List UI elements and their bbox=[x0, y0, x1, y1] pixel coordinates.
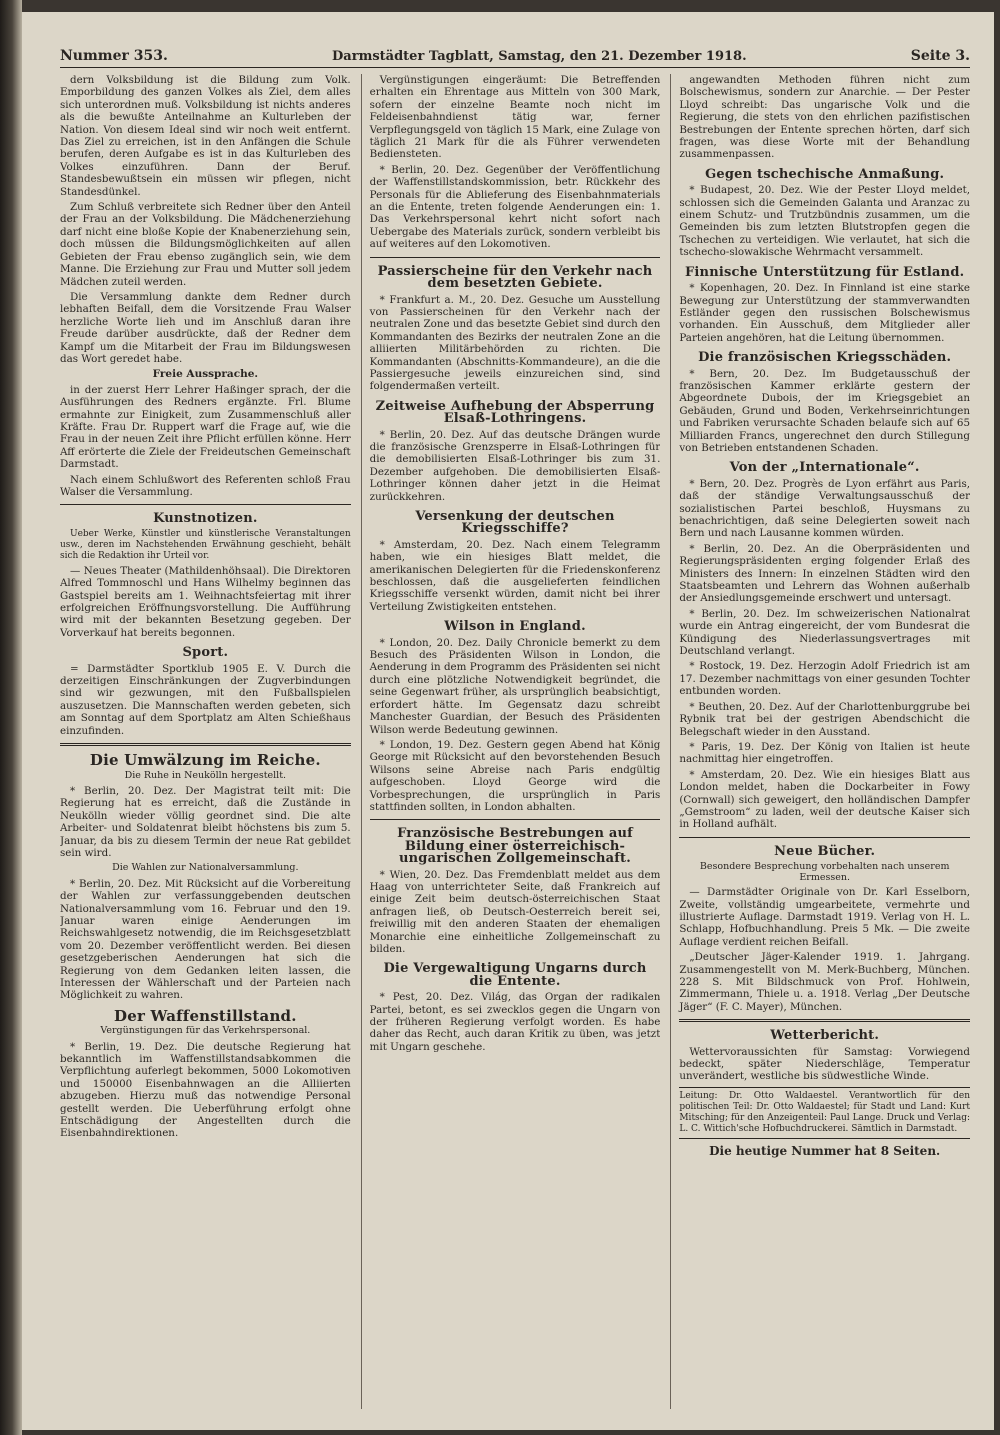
article-text: * Amsterdam, 20. Dez. Nach einem Telegramm haben, wie ein hiesiges Blatt meldet, die amerikanischen Delegierten für die Friedenskonferenz beschlossen, daß die ausgelieferten feindlichen Kriegsschiffe versenkt würden, damit nicht bei ihrer Verteilung Zwistigkeiten entstehen. bbox=[369, 538, 661, 613]
article-text: * Beuthen, 20. Dez. Auf der Charlottenburggrube bei Rybnik trat bei der gestrigen Abendschicht die Belegschaft wieder in den Ausstand. bbox=[679, 700, 971, 738]
divider bbox=[370, 819, 661, 820]
article-note: Ueber Werke, Künstler und künstlerische Veranstaltungen usw., deren im Nachstehenden Erwähnung geschieht, behält sich die Redaktion ihr Urteil vor. bbox=[60, 528, 351, 561]
paper-date: Darmstädter Tagblatt, Samstag, den 21. Dezember 1918. bbox=[332, 49, 747, 64]
article-text: = Darmstädter Sportklub 1905 E. V. Durch die derzeitigen Einschränkungen der Zugverbindungen sind wir gezwungen, mit den Fußballspielen auszusetzen. Die Mannschaften werden gebeten, sich am Sonntag auf dem Sportplatz am Alten Schießhaus einzufinden. bbox=[60, 662, 351, 737]
issue-number: Nummer 353. bbox=[60, 48, 168, 64]
section-heading: Passierscheine für den Verkehr nach dem besetzten Gebiete. bbox=[377, 263, 653, 292]
section-heading: Kunstnotizen. bbox=[153, 511, 258, 527]
imprint: Leitung: Dr. Otto Waldaestel. Verantwortlich für den politischen Teil: Dr. Otto Waldaestel; für Stadt und Land: Kurt Mitsching; für den Anzeigenteil: Paul Lange. Druck und Verlag: L. C. Wittich'sche Hofbuchdruckerei. Sämtlich in Darmstadt. bbox=[679, 1087, 970, 1139]
article-text: * Berlin, 20. Dez. Auf das deutsche Drängen wurde die französische Grenzsperre in Elsaß-Lothringen für die demobilisierten Elsaß-Lothringer bis zum 31. Dezember aufgehoben. Die demobilisierten Elsaß-Lothringer können daher jetzt in die Heimat zurückkehren. bbox=[369, 428, 661, 503]
article-text: * Wien, 20. Dez. Das Fremdenblatt meldet aus dem Haag von unterrichteter Seite, daß Frankreich auf einige Zeit beim deutsch-österreichischen Staat anfragen ließ, ob Deutsch-Oesterreich bereit sei, freiwillig mit den anderen Staaten der ehemaligen Monarchie eine einheitliche Zollgemeinschaft zu bilden. bbox=[369, 868, 661, 955]
article-text: * Berlin, 19. Dez. Die deutsche Regierung hat bekanntlich im Waffenstillstandsabkommen die Verpflichtung auferlegt bekommen, 5000 Lokomotiven und 150000 Eisenbahnwagen an die Alliierten abzugeben. Hierzu muß das notwendige Personal gestellt werden. Die Ueberführung erfolgt ohne Entschädigung der Angestellten durch die Eisenbahndirektionen. bbox=[60, 1040, 351, 1140]
weather-text: Wettervoraussichten für Samstag: Vorwiegend bedeckt, später Niederschläge, Temperatur unverändert, westliche bis südwestliche Winde. bbox=[679, 1045, 971, 1083]
article-text: * Frankfurt a. M., 20. Dez. Gesuche um Ausstellung von Passierscheinen für den Verkehr nach der neutralen Zone und das besetzte Gebiet sind durch den Kommandanten des Bezirks der neutralen Zone an die alliierten Militärbehörden zu richten. Die Kommandanten (Abschnitts-Kommandeure), an die die Passiergesuche jeweils einzureichen sind, sind folgendermaßen verteilt. bbox=[369, 293, 661, 393]
article-text: * Berlin, 20. Dez. Im schweizerischen Nationalrat wurde ein Antrag eingereicht, der vom Bundesrat die Kündigung des Niederlassungsvertrages mit Deutschland verlangt. bbox=[679, 607, 971, 658]
article-text: * Budapest, 20. Dez. Wie der Pester Lloyd meldet, schlossen sich die Gemeinden Galanta und Aranzac zu einem Schutz- und Trutzbündnis zusammen, um die Gemeinden bis zum letzten Blutstropfen gegen die Tschechen zu verteidigen. Wie verlautet, hat sich die tschecho-slowakische Wehrmacht versammelt. bbox=[679, 184, 971, 259]
section-heading: Die Umwälzung im Reiche. bbox=[89, 751, 321, 770]
newspaper-page bbox=[22, 12, 994, 1430]
columns bbox=[60, 74, 970, 1409]
article-text: * Amsterdam, 20. Dez. Wie ein hiesiges Blatt aus London meldet, haben die Dockarbeiter in Fowy (Cornwall) sich geweigert, den holländischen Dampfer „Gemstroom“ zu laden, weil der deutsche Kaiser sich in Holland aufhält. bbox=[679, 768, 971, 831]
article-text: — Neues Theater (Mathildenhöhsaal). Die Direktoren Alfred Tommnoschl und Hans Wilhelmy beginnen das Gastspiel bereits am 1. Weihnachtsfeiertag mit ihrer erfolgreichen Eröffnungsvorstellung. Die Aufführung wird mit der bekannten Besetzung gegeben. Der Vorverkauf hat bereits begonnen. bbox=[60, 564, 351, 639]
section-heading: Sport. bbox=[182, 645, 229, 661]
article-text: * Berlin, 20. Dez. Der Magistrat teilt mit: Die Regierung hat es erreicht, daß die Zustände in Neukölln wieder völlig geordnet sind. Die alte Arbeiter- und Soldatenrat bleibt höchstens bis zum 5. Januar, da bis zu diesem Termin der neue Rat gebildet sein wird. bbox=[60, 784, 351, 859]
section-heading: Versenkung der deutschen Kriegsschiffe? bbox=[415, 509, 615, 537]
section-heading: Zeitweise Aufhebung der Absperrung Elsaß-Lothringens. bbox=[375, 398, 655, 427]
article-text: Vergünstigungen eingeräumt: Die Betreffenden erhalten ein Ehrentage aus Mitteln von 300 Mark, sofern der einzelne Beamte noch nicht im Feldeisenbahndienst tätig war, ferner Verpflegungsgeld von täglich 15 Mark, eine Zulage von täglich 21 Mark für die als Führer verwendeten Bediensteten. bbox=[369, 74, 661, 161]
column-3 bbox=[670, 74, 970, 1409]
divider bbox=[679, 837, 970, 838]
section-heading: Der Waffenstillstand. bbox=[114, 1006, 297, 1025]
article-text: dern Volksbildung ist die Bildung zum Volk. Emporbildung des ganzen Volkes als Ziel, dem alles sich unterordnen muß. Volksbildung ist nichts anderes als die bewußte Anteilnahme an Kulturleben der Nation. Von diesem Ideal sind wir noch weit entfernt. Das Ziel zu erreichen, ist in den Anfängen die Schule berufen, deren Aufgabe es ist in das Kulturleben des Volkes einzuführen. Dann der Beruf. Standesbewußtsein ein müssen wir pflegen, nicht Standesdünkel. bbox=[60, 74, 351, 198]
divider bbox=[60, 504, 351, 505]
column-1 bbox=[60, 74, 351, 1409]
page-number: Seite 3. bbox=[910, 48, 970, 64]
article-text: * Berlin, 20. Dez. Mit Rücksicht auf die Vorbereitung der Wahlen zur verfassunggebenden deutschen Nationalversammlung vom 16. Februar und den 19. Januar waren einige Aenderungen im Reichswahlgesetz notwendig, die im Reichsgesetzblatt vom 20. Dezember veröffentlicht werden. Bei diesen gesetzgeberischen Aenderungen hat sich die Regierung von dem Gedanken leiten lassen, die Interessen der Wählerschaft und der Parteien nach Möglichkeit zu wahren. bbox=[60, 877, 351, 1002]
article-text: * Berlin, 20. Dez. Gegenüber der Veröffentlichung der Waffenstillstandskommission, betr. Rückkehr des Personals für die Ablieferung des Eisenbahnmaterials an die Entente, treten folgende Aenderungen ein: 1. Das Verkehrspersonal kehrt nicht sofort nach Uebergabe des Materials zurück, sondern verbleibt bis auf weiteres auf den Lokomotiven. bbox=[369, 163, 661, 251]
article-text: Nach einem Schlußwort des Referenten schloß Frau Walser die Versammlung. bbox=[60, 473, 351, 498]
subheading: Besondere Besprechung vorbehalten nach unserem Ermessen. bbox=[699, 861, 950, 884]
subheading: Vergünstigungen für das Verkehrspersonal. bbox=[100, 1025, 311, 1037]
article-text: Zum Schluß verbreitete sich Redner über den Anteil der Frau an der Volksbildung. Die Mädchenerziehung darf nicht eine bloße Kopie der Knabenerziehung sein, doch müssen die Bildungsmöglichkeiten auf allen Gebieten der Frau ebenso zugänglich sein, wie dem Manne. Die Erziehung zur Frau und Mutter soll jedem Mädchen zuteil werden. bbox=[60, 201, 351, 288]
article-text: * London, 19. Dez. Gestern gegen Abend hat König George mit Rücksicht auf den bevorstehenden Besuch Wilsons seine Abreise nach Paris endgültig aufgeschoben. Lloyd George wird die Vorbesprechungen, die ursprünglich in Paris stattfinden sollten, in London abhalten. bbox=[369, 738, 661, 813]
article-text: * Bern, 20. Dez. Im Budgetausschuß der französischen Kammer erklärte gestern der Abgeordnete Dubois, der im Kriegsgebiet an Gebäuden, Grund und Boden, Verkehrseinrichtungen und Fabriken verursachte Schaden belaufe sich auf 65 Milliarden Francs, ungerechnet den durch Stillegung von Betrieben entstandenen Schaden. bbox=[679, 367, 971, 454]
section-heading: Wilson in England. bbox=[444, 619, 586, 635]
section-heading: Von der „Internationale“. bbox=[729, 460, 920, 476]
article-text: * Bern, 20. Dez. Progrès de Lyon erfährt aus Paris, daß der ständige Verwaltungsausschuß der sozialistischen Partei beschloß, Huysmans zu benachrichtigen, daß seine Delegierten soweit nach Bern und nach Lausanne kommen würden. bbox=[679, 477, 971, 540]
article-text: Die Versammlung dankte dem Redner durch lebhaften Beifall, dem die Vorsitzende Frau Walser herzliche Worte lieh und im Anschluß daran ihre Freude darüber ausdrückte, daß der Redner dem Kampf um die Mitarbeit der Frau im Bildungswesen das Wort geredet habe. bbox=[60, 290, 351, 365]
article-text: * Berlin, 20. Dez. An die Oberpräsidenten und Regierungspräsidenten erging folgender Erlaß des Ministers des Innern: In einzelnen Städten wird den Staatsbeamten und Lehrern das Wohnen außerhalb der Ansiedlungsgemeinde erschwert und untersagt. bbox=[679, 542, 971, 605]
section-heading: Die französischen Kriegsschäden. bbox=[698, 350, 952, 366]
article-text: * Rostock, 19. Dez. Herzogin Adolf Friedrich ist am 17. Dezember nachmittags von einer gesunden Tochter entbunden worden. bbox=[679, 660, 971, 698]
subheading: Die Ruhe in Neukölln hergestellt. bbox=[124, 769, 287, 781]
article-text: * Paris, 19. Dez. Der König von Italien ist heute nachmittag hier eingetroffen. bbox=[679, 740, 971, 766]
section-heading: Finnische Unterstützung für Estland. bbox=[684, 264, 965, 280]
section-heading: Französische Bestrebungen auf Bildung einer österreichisch-ungarischen Zollgemeinschaft. bbox=[397, 826, 633, 867]
article-text: * Kopenhagen, 20. Dez. In Finnland ist eine starke Bewegung zur Unterstützung der stammverwandten Estländer gegen den russischen Bolschewismus vorhanden. Ein Ausschuß, dem Mitglieder aller Parteien angehören, hat die Leitung übernommen. bbox=[679, 282, 971, 344]
section-heading: Gegen tschechische Anmaßung. bbox=[705, 166, 945, 182]
article-text: angewandten Methoden führen nicht zum Bolschewismus, sondern zur Anarchie. — Der Pester Lloyd schreibt: Das ungarische Volk und die Regierung, die stets von den ehrlichen pazifistischen Bestrebungen der Entente sprechen hörten, darf sich fragen, was diese Worte mit der Behandlung zusammenpassen. bbox=[679, 74, 971, 161]
section-heading: Die Vergewaltigung Ungarns durch die Entente. bbox=[383, 961, 647, 989]
masthead bbox=[60, 48, 970, 68]
article-text: in der zuerst Herr Lehrer Haßinger sprach, der die Ausführungen des Redners ergänzte. Frl. Blume ermahnte zur Einigkeit, zum Zusammenschluß aller Kräfte. Frau Dr. Ruppert warf die Frage auf, wie die Frau in der neuen Zeit ihre Pflicht erfüllen könne. Herr Aff erörterte die Ziele der Freideutschen Gemeinschaft Darmstadt. bbox=[60, 383, 351, 471]
article-text: „Deutscher Jäger-Kalender 1919. 1. Jahrgang. Zusammengestellt von M. Merk-Buchberg, München. 228 S. Mit Bildschmuck von Prof. Hohlwein, Zimmermann, Thiele u. a. 1918. Verlag „Der Deutsche Jäger“ (F. C. Mayer), München. bbox=[679, 951, 971, 1013]
article-text: * Pest, 20. Dez. Világ, das Organ der radikalen Partei, betont, es sei zwecklos gegen die Ungarn von der früheren Regierung verfolgt worden. Es habe daher das Recht, auch daran Kritik zu üben, was jetzt mit Ungarn geschehe. bbox=[369, 991, 661, 1053]
subheading: Die Wahlen zur Nationalversammlung. bbox=[112, 862, 299, 874]
article-text: — Darmstädter Originale von Dr. Karl Esselborn, Zweite, vollständig umgearbeitete, vermehrte und illustrierte Auflage. Darmstadt 1919. Verlag von H. L. Schlapp, Hofbuchhandlung. Preis 5 Mk. — Die zweite Auflage verdient reichen Beifall. bbox=[679, 886, 971, 948]
divider bbox=[679, 1019, 970, 1022]
weather-heading: Wetterbericht. bbox=[770, 1028, 880, 1044]
section-heading: Freie Aussprache. bbox=[152, 368, 259, 381]
section-heading: Neue Bücher. bbox=[774, 843, 876, 859]
column-2 bbox=[361, 74, 661, 1409]
divider bbox=[370, 257, 661, 258]
divider bbox=[60, 743, 351, 746]
book-binding bbox=[0, 0, 22, 1435]
article-text: * London, 20. Dez. Daily Chronicle bemerkt zu dem Besuch des Präsidenten Wilson in London, die Aenderung in dem Programm des Präsidenten sei nicht durch eine plötzliche Notwendigkeit begründet, die seine Gegenwart früher, als ursprünglich beabsichtigt, erfordert hätte. Im Gegensatz dazu schreibt Manchester Guardian, der Besuch des Präsidenten Wilson werde Bedeutung gewinnen. bbox=[369, 636, 661, 736]
page-count-note: Die heutige Nummer hat 8 Seiten. bbox=[709, 1143, 941, 1158]
